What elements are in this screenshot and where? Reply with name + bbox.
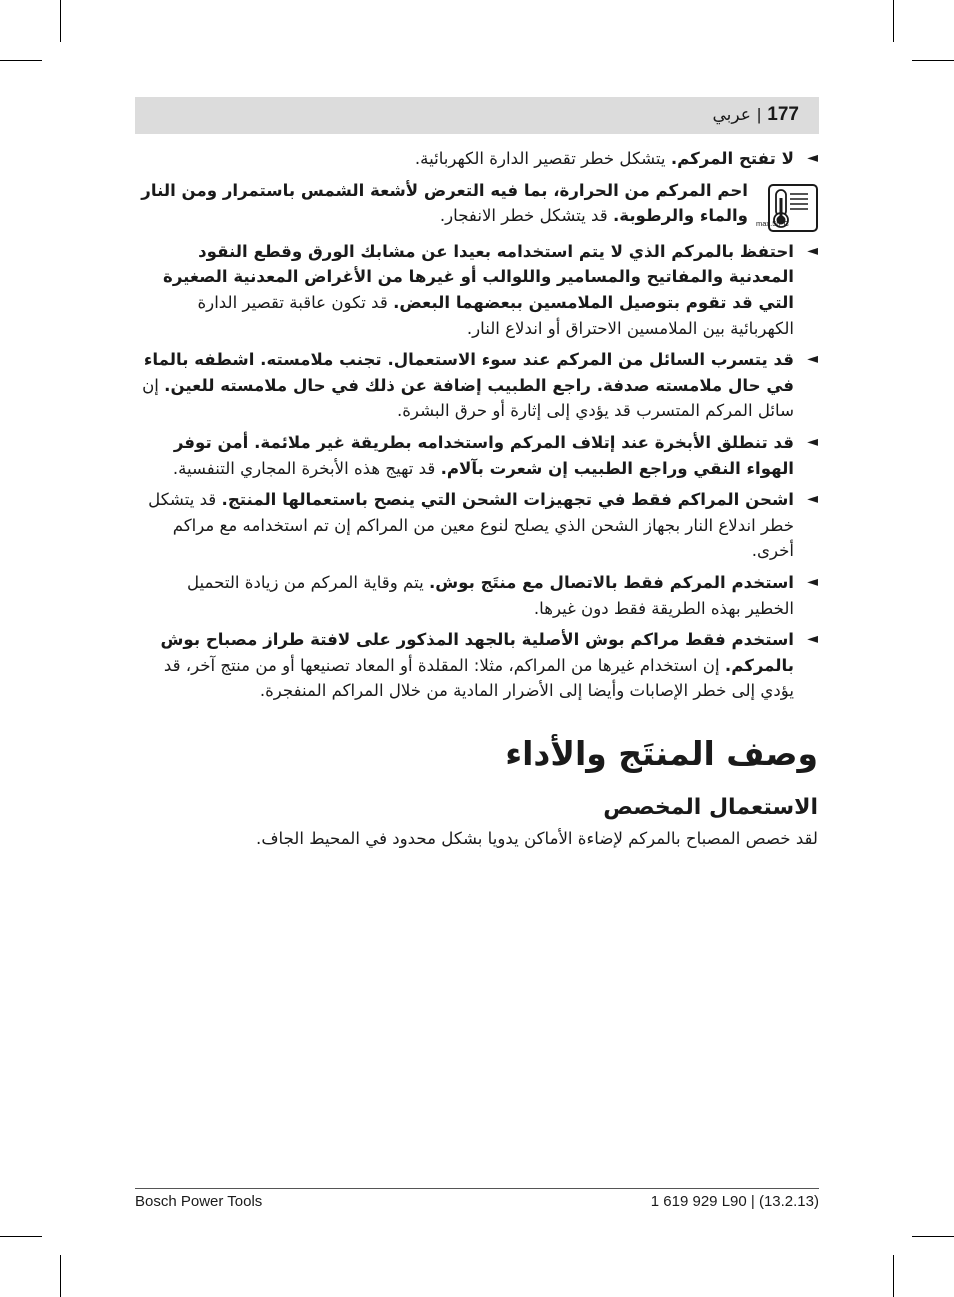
thermometer-label: max.50°C <box>755 218 789 228</box>
heat-warning-text: قد يتشكل خطر الانفجار. <box>439 206 613 226</box>
safety-item-text: يتم وقاية المركم من زيادة التحميل الخطير بهذه الطريقة فقط دون غيرها. <box>186 572 794 618</box>
footer-brand: Bosch Power Tools <box>135 1193 263 1210</box>
bullet-icon: ◄ <box>807 491 818 508</box>
section-title: وصف المنتَج والأداء <box>505 733 818 773</box>
safety-item <box>138 487 818 564</box>
crop-mark <box>60 0 61 42</box>
heat-warning <box>138 178 818 229</box>
page-content <box>138 146 818 851</box>
safety-item-text: قد تهيج هذه الأبخرة المجاري التنفسية. <box>172 458 441 478</box>
safety-item <box>138 570 818 621</box>
safety-item-bold: قد تنطلق الأبخرة عند إتلاف المركم واستخدامه بطريقة غير ملائمة. أمن توفر الهواء النقي وراجع الطبيب إن شعرت بآلام. <box>173 432 794 478</box>
safety-item <box>138 146 818 172</box>
page-number: 177 <box>767 104 799 125</box>
safety-item <box>138 239 818 341</box>
bullet-icon: ◄ <box>807 573 818 590</box>
safety-item-text: إن سائل المركم المتسرب قد يؤدي إلى إثارة أو حرق البشرة. <box>142 375 794 421</box>
bullet-icon: ◄ <box>807 433 818 450</box>
header-language: عربي <box>712 105 751 125</box>
safety-item-bold: لا تفتح المركم. <box>670 149 794 168</box>
safety-item <box>138 627 818 704</box>
crop-mark <box>912 60 954 61</box>
safety-item-bold: استخدم فقط مراكم بوش الأصلية بالجهد المذكور على لافتة طراز مصباح بوش بالمركم. <box>160 630 794 675</box>
page-header <box>135 97 819 134</box>
section-paragraph: لقد خصص المصباح بالمركم لإضاءة الأماكن يدويا بشكل محدود في المحيط الجاف. <box>256 828 818 848</box>
bullet-icon: ◄ <box>807 351 818 368</box>
safety-item-bold: استخدم المركم فقط بالاتصال مع منتَج بوش. <box>428 572 794 592</box>
heat-warning-bold: احم المركم من الحرارة، بما فيه التعرض لأشعة الشمس باستمرار ومن النار والماء والرطوبة. <box>141 180 748 226</box>
safety-item-text: يتشكل خطر تقصير الدارة الكهربائية. <box>414 149 671 168</box>
crop-mark <box>893 0 894 42</box>
bullet-icon: ◄ <box>807 150 818 166</box>
safety-item-text: قد تكون عاقبة تقصير الدارة الكهربائية بين الملامسين الاحتراق أو اندلاع النار. <box>197 292 794 338</box>
safety-item-bold: اشحن المراكم فقط في تجهيزات الشحن التي ينصح باستعمالها المنتج. <box>221 490 794 510</box>
crop-mark <box>60 1255 61 1297</box>
bullet-icon: ◄ <box>807 242 818 259</box>
safety-item-text: قد يتشكل خطر اندلاع النار بجهاز الشحن الذي يصلح لنوع معين من المراكم إن تم استخدامه مع مراكم أخرى. <box>148 490 794 561</box>
footer-divider <box>135 1188 819 1189</box>
safety-item-text: إن استخدام غيرها من المراكم، مثلا: المقلدة أو المعاد تصنيعها أو من منتج آخر، قد يؤدي إلى خطر الإصابات وأيضا إلى الأضرار المادية من خلال المراكم المنفجرة. <box>163 655 794 701</box>
crop-mark <box>0 1236 42 1237</box>
crop-mark <box>0 60 42 61</box>
crop-mark <box>912 1236 954 1237</box>
safety-item-bold: احتفظ بالمركم الذي لا يتم استخدامه بعيدا عن مشابك الورق وقطع النقود المعدنية والمفاتيح والمسامير واللوالب أو غيرها من الأغراض المعدنية الصغيرة التي قد تقوم بتوصيل الملامسين ببعضهما البعض. <box>163 241 794 312</box>
safety-item <box>138 347 818 424</box>
header-separator: | <box>756 105 762 124</box>
thermometer-icon <box>755 184 818 232</box>
crop-mark <box>893 1255 894 1297</box>
section-subtitle: الاستعمال المخصص <box>603 794 818 820</box>
bullet-icon: ◄ <box>807 631 818 648</box>
header-text <box>712 104 799 126</box>
safety-item-bold: قد يتسرب السائل من المركم عند سوء الاستعمال. تجنب ملامسته. اشطفه بالماء في حال ملامسته صدفة. راجع الطبيب إضافة عن ذلك في حال ملامسته للعين. <box>143 350 794 395</box>
safety-item <box>138 430 818 481</box>
footer-doc-number: 1 619 929 L90 | (13.2.13) <box>650 1193 819 1210</box>
